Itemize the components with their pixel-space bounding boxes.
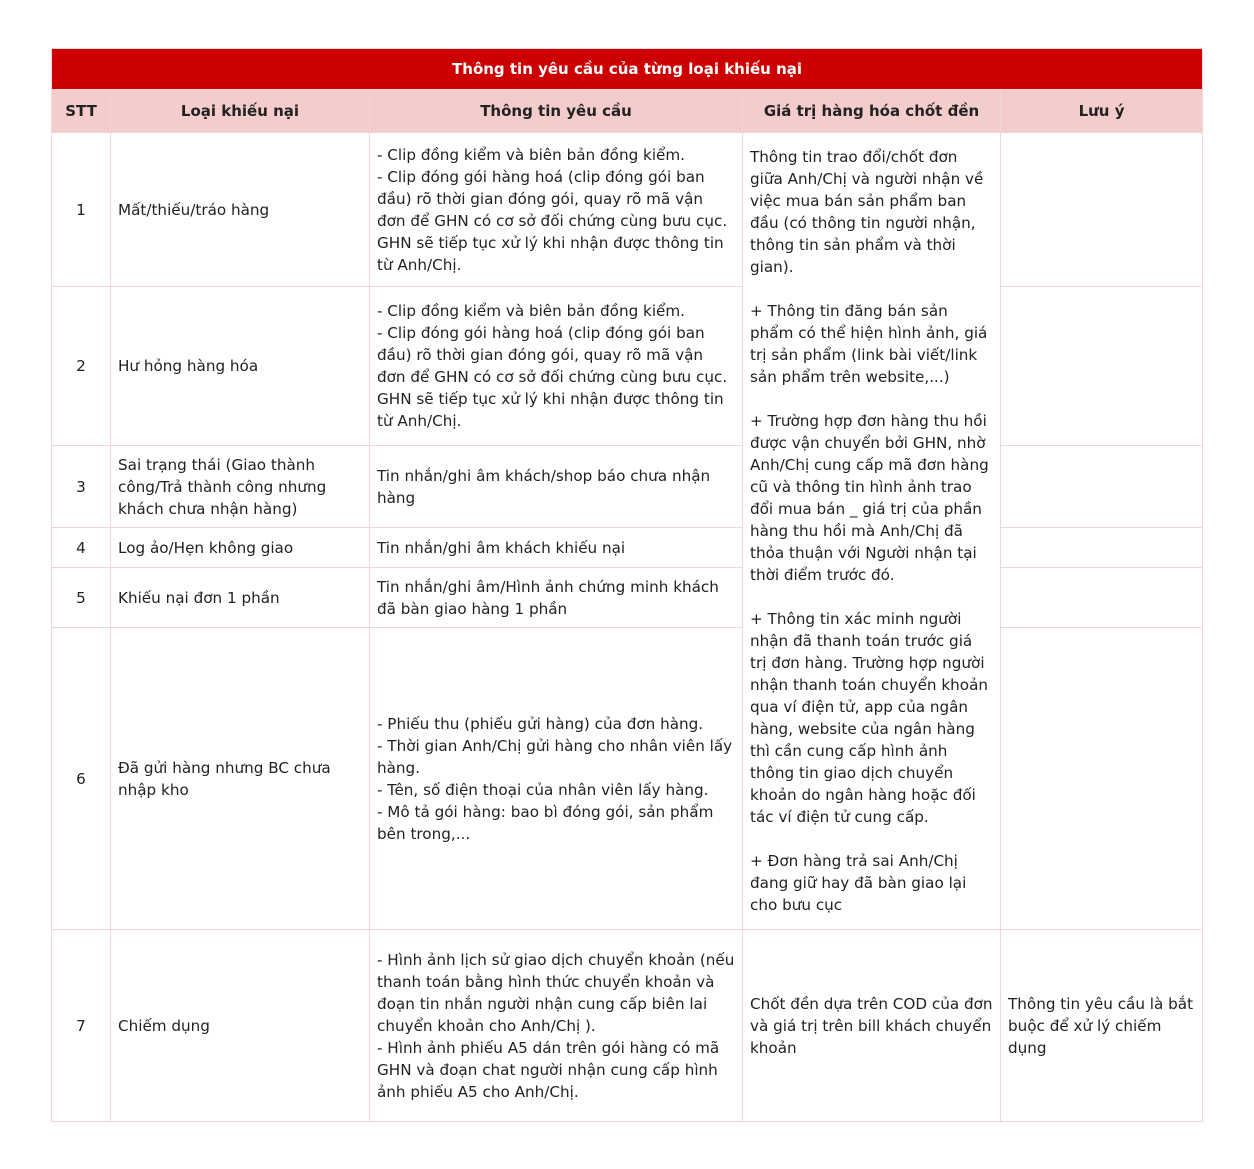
row-required-info: - Clip đồng kiểm và biên bản đồng kiểm. - Clip đóng gói hàng hoá (clip đóng gói ban đầu) rõ thời gian đóng gói, quay rõ mã vận đơn để GHN có cơ sở đối chứng cùng bưu cục. GHN sẽ tiếp tục xử lý khi nhận được thông tin từ Anh/Chị. — [370, 133, 743, 287]
table-row — [52, 568, 1203, 628]
row-stt: 3 — [52, 446, 111, 528]
header-note: Lưu ý — [1001, 90, 1203, 133]
row-complaint-type: Chiếm dụng — [111, 930, 370, 1122]
header-complaint-type: Loại khiếu nại — [111, 90, 370, 133]
table-title-row — [52, 49, 1203, 90]
table-title: Thông tin yêu cầu của từng loại khiếu nại — [52, 49, 1203, 90]
row-note — [1001, 133, 1203, 287]
row-required-info: Tin nhắn/ghi âm khách khiếu nại — [370, 528, 743, 568]
row-complaint-type: Mất/thiếu/tráo hàng — [111, 133, 370, 287]
table-row — [52, 528, 1203, 568]
row-stt: 6 — [52, 628, 111, 930]
table-row — [52, 287, 1203, 446]
row-compensation-value: Chốt đền dựa trên COD của đơn và giá trị trên bill khách chuyển khoản — [743, 930, 1001, 1122]
row-required-info: - Clip đồng kiểm và biên bản đồng kiểm. - Clip đóng gói hàng hoá (clip đóng gói ban đầu) rõ thời gian đóng gói, quay rõ mã vận đơn để GHN có cơ sở đối chứng cùng bưu cục. GHN sẽ tiếp tục xử lý khi nhận được thông tin từ Anh/Chị. — [370, 287, 743, 446]
row-note — [1001, 528, 1203, 568]
row-note: Thông tin yêu cầu là bắt buộc để xử lý chiếm dụng — [1001, 930, 1203, 1122]
row-stt: 5 — [52, 568, 111, 628]
table-row — [52, 628, 1203, 930]
header-compensation-value: Giá trị hàng hóa chốt đền — [743, 90, 1001, 133]
table-row — [52, 930, 1203, 1122]
complaint-requirements-table — [51, 48, 1203, 1122]
row-note — [1001, 568, 1203, 628]
header-stt: STT — [52, 90, 111, 133]
table-row — [52, 446, 1203, 528]
header-required-info: Thông tin yêu cầu — [370, 90, 743, 133]
table-header-row — [52, 90, 1203, 133]
row-note — [1001, 446, 1203, 528]
row-complaint-type: Hư hỏng hàng hóa — [111, 287, 370, 446]
row-stt: 2 — [52, 287, 111, 446]
row-stt: 7 — [52, 930, 111, 1122]
row-stt: 4 — [52, 528, 111, 568]
row-required-info: Tin nhắn/ghi âm/Hình ảnh chứng minh khách đã bàn giao hàng 1 phần — [370, 568, 743, 628]
row-stt: 1 — [52, 133, 111, 287]
table-row — [52, 133, 1203, 287]
row-note — [1001, 628, 1203, 930]
row-required-info: - Hình ảnh lịch sử giao dịch chuyển khoản (nếu thanh toán bằng hình thức chuyển khoản và đoạn tin nhắn người nhận cung cấp biên lai chuyển khoản cho Anh/Chị ). - Hình ảnh phiếu A5 dán trên gói hàng có mã GHN và đoạn chat người nhận cung cấp hình ảnh phiếu A5 cho Anh/Chị. — [370, 930, 743, 1122]
row-required-info: Tin nhắn/ghi âm khách/shop báo chưa nhận hàng — [370, 446, 743, 528]
row-required-info: - Phiếu thu (phiếu gửi hàng) của đơn hàng. - Thời gian Anh/Chị gửi hàng cho nhân viên lấy hàng. - Tên, số điện thoại của nhân viên lấy hàng. - Mô tả gói hàng: bao bì đóng gói, sản phẩm bên trong,... — [370, 628, 743, 930]
row-note — [1001, 287, 1203, 446]
row-complaint-type: Sai trạng thái (Giao thành công/Trả thành công nhưng khách chưa nhận hàng) — [111, 446, 370, 528]
row-complaint-type: Đã gửi hàng nhưng BC chưa nhập kho — [111, 628, 370, 930]
row-complaint-type: Log ảo/Hẹn không giao — [111, 528, 370, 568]
shared-compensation-value: Thông tin trao đổi/chốt đơn giữa Anh/Chị và người nhận về việc mua bán sản phẩm ban đầu (có thông tin người nhận, thông tin sản phẩm và thời gian). + Thông tin đăng bán sản phẩm có thể hiện hình ảnh, giá trị sản phẩm (link bài viết/link sản phẩm trên website,...) + Trường hợp đơn hàng thu hồi được vận chuyển bởi GHN, nhờ Anh/Chị cung cấp mã đơn hàng cũ và thông tin hình ảnh trao đổi mua bán _ giá trị của phần hàng thu hồi mà Anh/Chị đã thỏa thuận với Người nhận tại thời điểm trước đó. + Thông tin xác minh người nhận đã thanh toán trước giá trị đơn hàng. Trường hợp người nhận thanh toán chuyển khoản qua ví điện tử, app của ngân hàng, website của ngân hàng thì cần cung cấp hình ảnh thông tin giao dịch chuyển khoản do ngân hàng hoặc đối tác ví điện tử cung cấp. + Đơn hàng trả sai Anh/Chị đang giữ hay đã bàn giao lại cho bưu cục — [743, 133, 1001, 930]
row-complaint-type: Khiếu nại đơn 1 phần — [111, 568, 370, 628]
